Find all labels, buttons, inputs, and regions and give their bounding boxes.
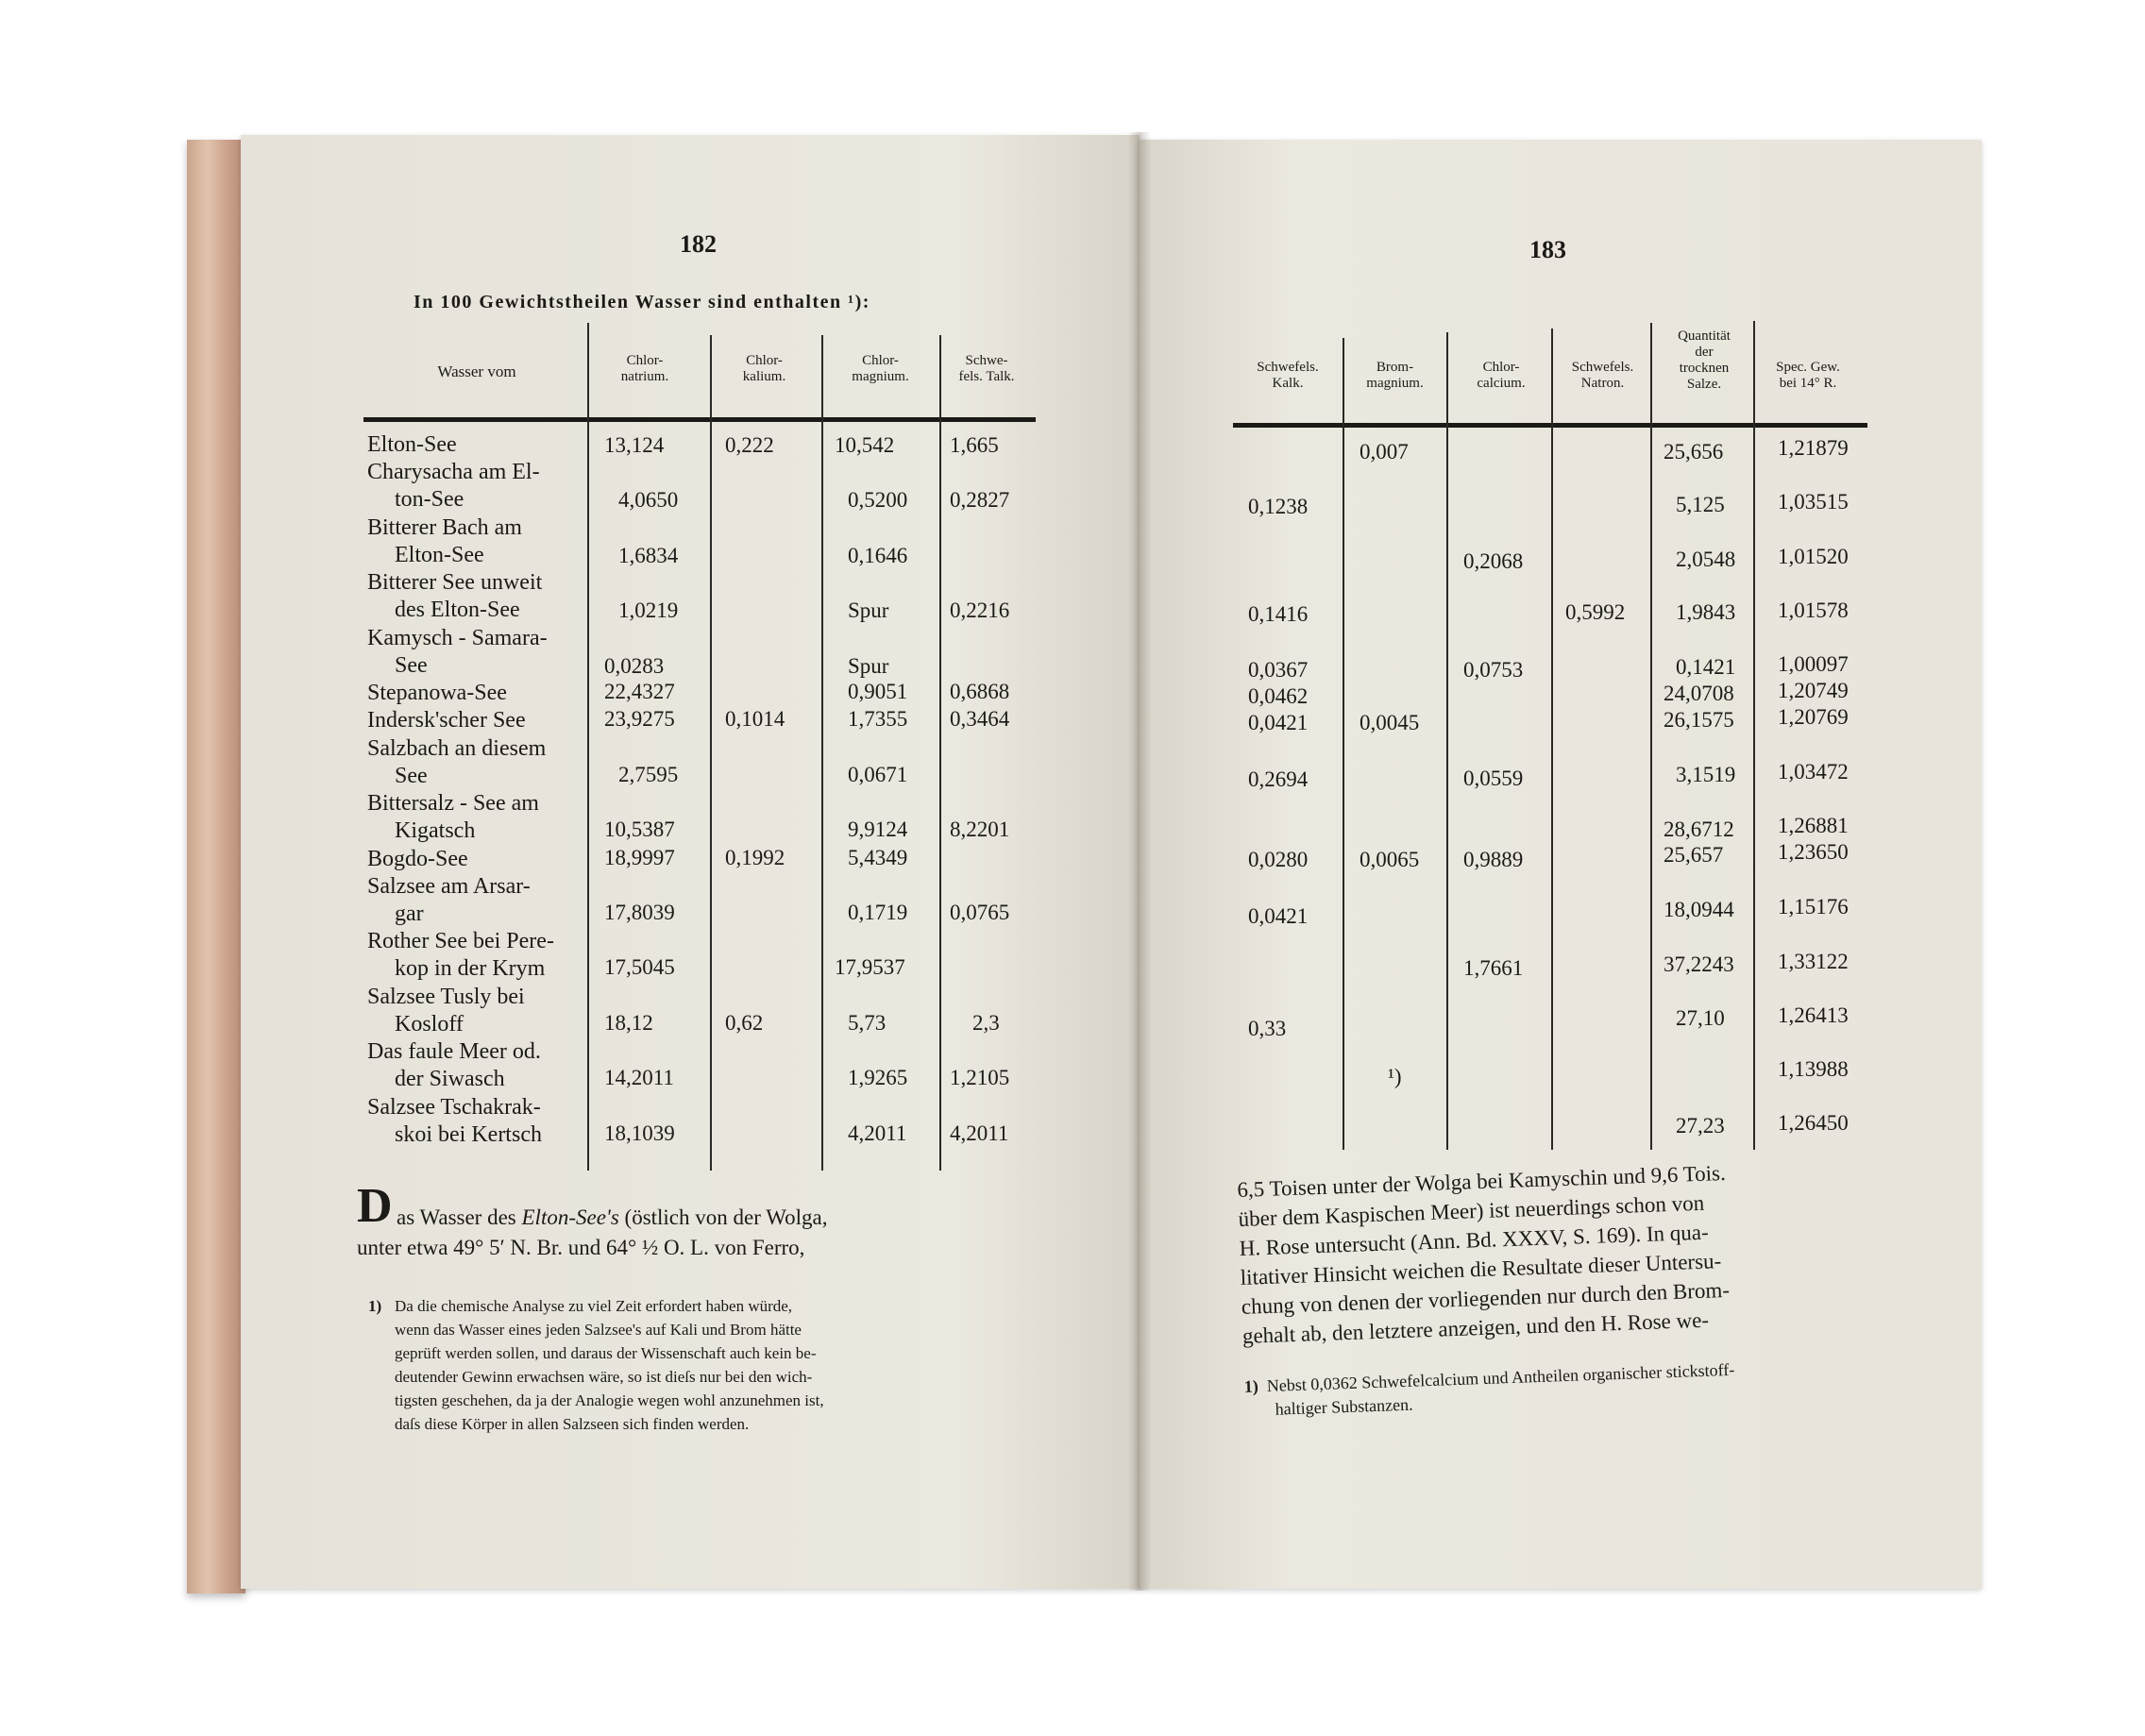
- footnote-line: haltiger Substanzen.: [1275, 1394, 1413, 1419]
- right-col-divider: [1551, 329, 1553, 1150]
- header-wasser-vom: Wasser vom: [437, 362, 516, 380]
- cell-chlormagnium: 17,9537: [835, 955, 905, 979]
- cell-specgew: 1,33122: [1778, 950, 1849, 973]
- row-label: Salzbach an diesem: [367, 736, 547, 761]
- cell-chlormagnium: 0,5200: [848, 488, 908, 512]
- cell-schwefelsnatron: 0,5992: [1565, 600, 1626, 624]
- footnote-line: daſs diese Körper in allen Salzseen sich finden werden.: [395, 1415, 750, 1433]
- cell-chlorkalium: 0,1014: [725, 707, 785, 731]
- row-label: Kamysch - Samara-: [367, 626, 548, 650]
- header-schwefelskalk: Schwefels. Kalk.: [1257, 360, 1319, 391]
- header-chlorkalium: Chlor- kalium.: [742, 353, 786, 384]
- cell-quantitaet: 18,0944: [1664, 898, 1734, 921]
- row-label: des Elton-See: [395, 598, 520, 622]
- cell-quantitaet: 27,23: [1676, 1114, 1725, 1138]
- cell-schwefelskalk: 0,0462: [1248, 684, 1309, 708]
- cell-chlornatrium: 1,6834: [618, 544, 679, 567]
- header-schwefelstalk: Schwe- fels. Talk.: [958, 353, 1015, 384]
- cell-chlorkalium: 0,222: [725, 433, 774, 457]
- footnote-marker: 1): [1243, 1376, 1259, 1396]
- cell-chlornatrium: 10,5387: [604, 817, 675, 841]
- cell-chlormagnium: 0,1646: [848, 544, 908, 567]
- cell-chlormagnium: 1,7355: [848, 707, 908, 731]
- cell-quantitaet: 28,6712: [1664, 817, 1734, 841]
- cell-chlormagnium: 0,1719: [848, 901, 908, 924]
- cell-chlorcalcium: 0,2068: [1463, 549, 1524, 573]
- row-label: See: [395, 653, 428, 678]
- right-col-divider: [1753, 321, 1755, 1150]
- cell-chlornatrium: 0,0283: [604, 654, 665, 678]
- drop-cap: D: [357, 1179, 393, 1233]
- cell-chlormagnium: Spur: [848, 654, 889, 678]
- cell-chlorcalcium: 0,0753: [1463, 658, 1524, 682]
- cell-brommagnium: ¹): [1388, 1065, 1402, 1088]
- cell-chlorcalcium: 0,9889: [1463, 848, 1524, 871]
- cell-schwefelstalk: 0,2827: [950, 488, 1010, 512]
- cell-brommagnium: 0,0045: [1360, 711, 1420, 734]
- footnote-line: deutender Gewinn erwachsen wäre, so ist dieſs nur bei den wich-: [395, 1368, 813, 1386]
- cell-chlornatrium: 13,124: [604, 433, 665, 457]
- cell-quantitaet: 27,10: [1676, 1006, 1725, 1030]
- cell-schwefelstalk: 0,3464: [950, 707, 1010, 731]
- right-page-number: 183: [1529, 236, 1566, 263]
- cell-schwefelstalk: 0,2216: [950, 598, 1010, 622]
- cell-schwefelskalk: 0,0280: [1248, 848, 1309, 871]
- row-label: gar: [395, 902, 424, 926]
- row-label: Indersk'scher See: [367, 708, 526, 733]
- cell-chlornatrium: 1,0219: [618, 598, 679, 622]
- cell-schwefelskalk: 0,0421: [1248, 711, 1309, 734]
- cell-specgew: 1,03515: [1778, 490, 1849, 514]
- row-label: skoi bei Kertsch: [395, 1122, 542, 1147]
- cell-chlorcalcium: 0,0559: [1463, 767, 1524, 790]
- header-quantitaet: Quantität der trocknen Salze.: [1678, 329, 1731, 392]
- footnote-line: wenn das Wasser eines jeden Salzsee's auf Kali und Brom hätte: [395, 1321, 802, 1339]
- row-label: Charysacha am El-: [367, 460, 540, 484]
- header-chlorcalcium: Chlor- calcium.: [1477, 360, 1526, 391]
- left-col-divider: [821, 335, 823, 1171]
- cell-specgew: 1,26413: [1778, 1003, 1849, 1027]
- cell-quantitaet: 37,2243: [1664, 952, 1734, 976]
- cell-brommagnium: 0,0065: [1360, 848, 1420, 871]
- left-page-number: 182: [680, 230, 717, 258]
- cell-specgew: 1,20749: [1778, 679, 1849, 702]
- cell-quantitaet: 25,656: [1664, 440, 1724, 463]
- row-label: Salzsee am Arsar-: [367, 874, 531, 899]
- left-col-divider: [939, 335, 941, 1171]
- cell-chlormagnium: 1,9265: [848, 1066, 908, 1089]
- cell-chlornatrium: 18,9997: [604, 846, 675, 869]
- cell-schwefelstalk: 2,3: [972, 1011, 1000, 1035]
- cell-chlormagnium: 5,73: [848, 1011, 887, 1035]
- book-page-edges: [187, 140, 245, 1593]
- body-line: 6,5 Toisen unter der Wolga bei Kamyschin und 9,6 Tois.: [1237, 1160, 1727, 1202]
- row-label: Bitterer Bach am: [367, 515, 522, 540]
- cell-schwefelstalk: 4,2011: [950, 1121, 1009, 1145]
- cell-brommagnium: 0,007: [1360, 440, 1409, 463]
- cell-chlormagnium: Spur: [848, 598, 889, 622]
- header-specgew: Spec. Gew. bei 14° R.: [1776, 360, 1840, 391]
- cell-specgew: 1,00097: [1778, 652, 1849, 676]
- left-header-rule: [363, 417, 1036, 422]
- row-label: Kosloff: [395, 1012, 464, 1037]
- table-caption: In 100 Gewichtstheilen Wasser sind enthalten ¹):: [414, 292, 870, 312]
- body-line: gehalt ab, den letztere anzeigen, und den H. Rose we-: [1241, 1307, 1710, 1348]
- cell-chlornatrium: 18,1039: [604, 1121, 675, 1145]
- left-col-divider: [710, 335, 712, 1171]
- body-line: as Wasser des Elton-See's (östlich von der Wolga,: [397, 1205, 828, 1229]
- right-col-divider: [1343, 338, 1344, 1150]
- body-line: über dem Kaspischen Meer) ist neuerdings schon von: [1238, 1190, 1705, 1231]
- cell-chlornatrium: 22,4327: [604, 680, 675, 703]
- row-label: Bogdo-See: [367, 847, 468, 871]
- cell-specgew: 1,26450: [1778, 1111, 1849, 1135]
- row-label: Stepanowa-See: [367, 681, 507, 705]
- book-gutter: [1128, 132, 1151, 1591]
- right-col-divider: [1446, 332, 1448, 1150]
- header-schwefelsnatron: Schwefels. Natron.: [1571, 360, 1634, 391]
- cell-chlorkalium: 0,1992: [725, 846, 785, 869]
- cell-specgew: 1,21879: [1778, 436, 1849, 460]
- cell-schwefelskalk: 0,0367: [1248, 658, 1309, 682]
- cell-quantitaet: 26,1575: [1664, 708, 1734, 732]
- cell-chlormagnium: 5,4349: [848, 846, 908, 869]
- left-col-divider: [587, 323, 589, 1171]
- cell-chlormagnium: 9,9124: [848, 817, 908, 841]
- right-body-block: [1237, 1158, 1736, 1423]
- cell-schwefelskalk: 0,33: [1248, 1017, 1287, 1040]
- cell-chlornatrium: 4,0650: [618, 488, 679, 512]
- cell-specgew: 1,01578: [1778, 598, 1849, 622]
- row-label: ton-See: [395, 487, 464, 512]
- row-label: Salzsee Tschakrak-: [367, 1095, 541, 1120]
- row-label: der Siwasch: [395, 1067, 505, 1091]
- cell-specgew: 1,23650: [1778, 840, 1849, 864]
- cell-schwefelskalk: 0,2694: [1248, 767, 1309, 791]
- cell-specgew: 1,03472: [1778, 760, 1849, 784]
- cell-quantitaet: 25,657: [1664, 843, 1724, 867]
- row-label: Elton-See: [367, 432, 457, 457]
- row-label: Elton-See: [395, 543, 484, 567]
- right-header-rule: [1233, 423, 1867, 428]
- cell-chlornatrium: 23,9275: [604, 707, 675, 731]
- body-line: litativer Hinsicht weichen die Resultate dieser Untersu-: [1240, 1249, 1722, 1289]
- cell-schwefelstalk: 1,665: [950, 433, 999, 457]
- cell-chlormagnium: 10,542: [835, 433, 895, 457]
- row-label: See: [395, 764, 428, 788]
- cell-quantitaet: 2,0548: [1676, 548, 1736, 571]
- footnote-line: 1) Nebst 0,0362 Schwefelcalcium und Antheilen organischer stickstoff-: [1243, 1359, 1735, 1396]
- cell-schwefelstalk: 0,0765: [950, 901, 1010, 924]
- row-label: Rother See bei Pere-: [367, 929, 554, 953]
- cell-chlorcalcium: 1,7661: [1463, 956, 1524, 980]
- cell-chlornatrium: 14,2011: [604, 1066, 674, 1089]
- row-label: Kigatsch: [395, 818, 476, 843]
- cell-chlornatrium: 17,5045: [604, 955, 675, 979]
- cell-chlormagnium: 0,0671: [848, 763, 908, 786]
- cell-specgew: 1,13988: [1778, 1057, 1849, 1081]
- header-chlornatrium: Chlor- natrium.: [620, 353, 669, 384]
- footnote-line: tigsten geschehen, da ja der Analogie wegen wohl anzunehmen ist,: [395, 1391, 824, 1409]
- cell-schwefelskalk: 0,0421: [1248, 904, 1309, 928]
- cell-schwefelstalk: 1,2105: [950, 1066, 1010, 1089]
- cell-chlornatrium: 18,12: [604, 1011, 653, 1035]
- row-label: Salzsee Tusly bei: [367, 985, 525, 1009]
- cell-quantitaet: 5,125: [1676, 493, 1725, 516]
- footnote-line: geprüft werden sollen, und daraus der Wissenschaft auch kein be-: [395, 1344, 817, 1362]
- cell-quantitaet: 1,9843: [1676, 600, 1736, 624]
- right-col-divider: [1650, 323, 1652, 1150]
- cell-chlormagnium: 0,9051: [848, 680, 908, 703]
- header-brommagnium: Brom- magnium.: [1366, 360, 1424, 391]
- cell-chlormagnium: 4,2011: [848, 1121, 907, 1145]
- cell-schwefelskalk: 0,1416: [1248, 602, 1309, 626]
- body-line: H. Rose untersucht (Ann. Bd. XXXV, S. 169). In qua-: [1239, 1220, 1710, 1260]
- cell-chlornatrium: 17,8039: [604, 901, 675, 924]
- row-label: kop in der Krym: [395, 956, 546, 981]
- cell-quantitaet: 24,0708: [1664, 682, 1734, 705]
- cell-specgew: 1,20769: [1778, 705, 1849, 729]
- cell-chlornatrium: 2,7595: [618, 763, 679, 786]
- cell-schwefelskalk: 0,1238: [1248, 495, 1309, 518]
- cell-specgew: 1,15176: [1778, 895, 1849, 919]
- row-label: Das faule Meer od.: [367, 1039, 541, 1064]
- cell-specgew: 1,26881: [1778, 814, 1849, 837]
- header-chlormagnium: Chlor- magnium.: [852, 353, 909, 384]
- cell-chlorkalium: 0,62: [725, 1011, 764, 1035]
- cell-schwefelstalk: 0,6868: [950, 680, 1010, 703]
- cell-quantitaet: 0,1421: [1676, 655, 1736, 679]
- row-label: Bitterer See unweit: [367, 570, 543, 595]
- body-line: unter etwa 49° 5′ N. Br. und 64° ½ O. L. von Ferro,: [357, 1236, 805, 1259]
- cell-schwefelstalk: 8,2201: [950, 817, 1010, 841]
- footnote-line: Da die chemische Analyse zu viel Zeit erfordert haben würde,: [395, 1297, 793, 1315]
- cell-specgew: 1,01520: [1778, 545, 1849, 568]
- row-label: Bittersalz - See am: [367, 791, 539, 816]
- body-line: chung von denen der vorliegenden nur durch den Brom-: [1241, 1277, 1731, 1319]
- cell-quantitaet: 3,1519: [1676, 763, 1736, 786]
- footnote-marker: 1): [368, 1297, 382, 1315]
